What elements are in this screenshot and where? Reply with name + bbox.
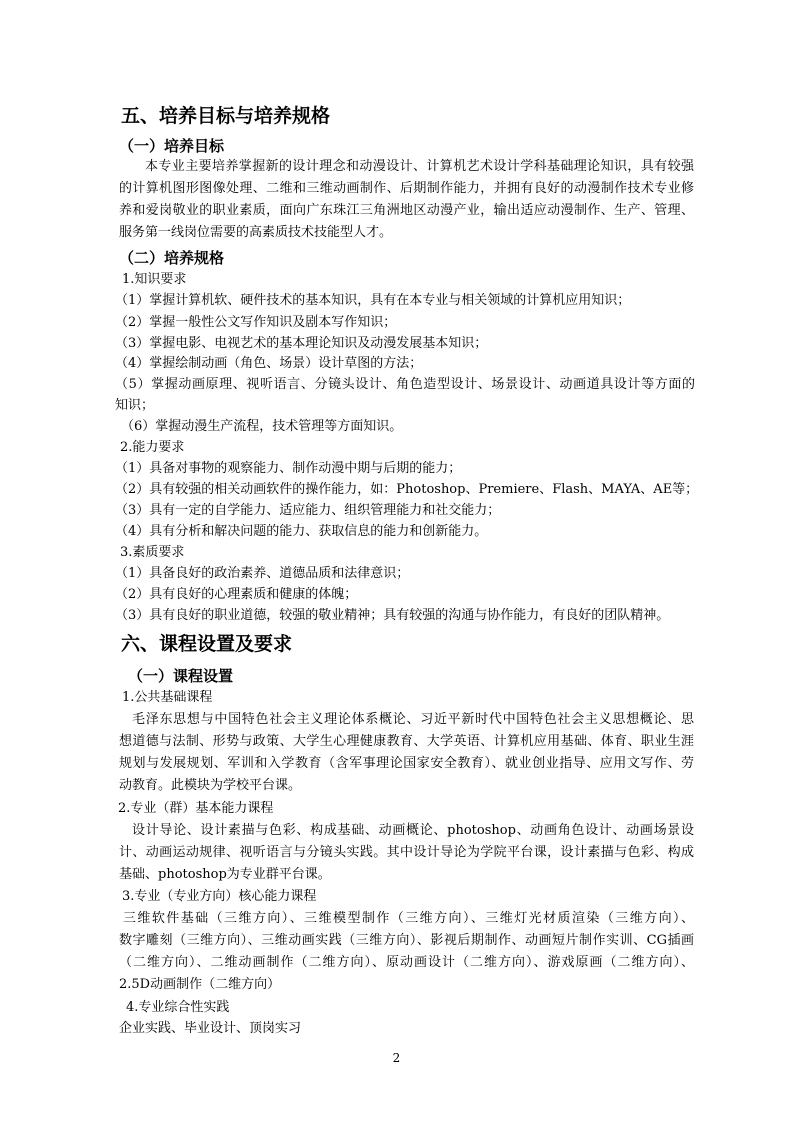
public-course-line: 动教育。此模块为学校平台课。: [119, 778, 302, 793]
public-course-heading: 1.公共基础课程: [122, 690, 213, 705]
practice-line: 企业实践、毕业设计、顶岗实习: [119, 1021, 302, 1036]
section-6-title: 六、课程设置及要求: [121, 633, 293, 655]
public-course-line: 毛泽东思想与中国特色社会主义理论体系概论、习近平新时代中国特色社会主义思想概论、思: [132, 712, 694, 727]
training-goal-line: 本专业主要培养掌握新的设计理念和动漫设计、计算机艺术设计学科基础理论知识，具有较强: [145, 159, 694, 174]
core-course-heading: 3.专业（专业方向）核心能力课程: [122, 889, 317, 904]
course-setting-heading: （一）课程设置: [128, 667, 234, 685]
quality-heading: 3.素质要求: [120, 545, 185, 560]
core-course-line: 三维软件基础（三维方向）、三维模型制作（三维方向）、三维灯光材质渲染（三维方向）、: [123, 911, 694, 926]
ability-item: （4）具有分析和解决问题的能力、获取信息的能力和创新能力。: [115, 524, 488, 539]
core-course-line: （二维方向）、二维动画制作（二维方向）、原动画设计（二维方向）、游戏原画（二维方向）、: [119, 955, 694, 970]
practice-heading: 4.专业综合性实践: [126, 1000, 230, 1015]
core-course-line: 数字雕刻（三维方向）、三维动画实践（三维方向）、影视后期制作、动画短片制作实训、CG插画: [119, 933, 694, 948]
basic-course-line: 设计导论、设计素描与色彩、构成基础、动画概论、photoshop、动画角色设计、动画场景设: [132, 823, 694, 838]
training-goal-line: 服务第一线岗位需要的高素质技术技能型人才。: [119, 225, 393, 240]
quality-item: （1）具备良好的政治素养、道德品质和法律意识；: [115, 566, 410, 581]
basic-course-heading: 2.专业（群）基本能力课程: [118, 801, 274, 816]
knowledge-item: （5）掌握动画原理、视听语言、分镜头设计、角色造型设计、场景设计、动画道具设计等方面的: [115, 377, 695, 392]
page-number: 2: [392, 1051, 401, 1065]
training-goal-heading: （一）培养目标: [119, 137, 225, 155]
ability-heading: 2.能力要求: [120, 440, 185, 455]
knowledge-heading: 1.知识要求: [122, 272, 187, 287]
knowledge-item: （3）掌握电影、电视艺术的基本理论知识及动漫发展基本知识；: [115, 336, 488, 351]
public-course-line: 规划与发展规划、军训和入学教育（含军事理论国家安全教育）、就业创业指导、应用文写作、劳: [119, 756, 694, 771]
knowledge-item: （6）掌握动漫生产流程，技术管理等方面知识。: [121, 419, 403, 434]
knowledge-item: （1）掌握计算机软、硬件技术的基本知识，具有在本专业与相关领域的计算机应用知识；: [115, 293, 631, 308]
training-goal-line: 养和爱岗敬业的职业素质，面向广东珠江三角洲地区动漫产业，输出适应动漫制作、生产、管理、: [119, 203, 694, 218]
knowledge-item: （2）掌握一般性公文写作知识及剧本写作知识；: [115, 315, 397, 330]
basic-course-line: 基础、photoshop为专业群平台课。: [119, 867, 331, 882]
basic-course-line: 计、动画运动规律、视听语言与分镜头实践。其中设计导论为学院平台课，设计素描与色彩、构成: [119, 845, 694, 860]
training-goal-line: 的计算机图形图像处理、二维和三维动画制作、后期制作能力，并拥有良好的动漫制作技术专业修: [119, 181, 694, 196]
quality-item: （3）具有良好的职业道德，较强的敬业精神；具有较强的沟通与协作能力，有良好的团队精神。: [115, 608, 670, 623]
public-course-line: 想道德与法制、形势与政策、大学生心理健康教育、大学英语、计算机应用基础、体育、职业生涯: [119, 734, 694, 749]
training-spec-heading: （二）培养规格: [119, 249, 225, 267]
knowledge-item: （4）掌握绘制动画（角色、场景）设计草图的方法；: [115, 356, 423, 371]
knowledge-item-continued: 知识；: [115, 398, 155, 413]
core-course-line: 2.5D动画制作（二维方向）: [119, 977, 281, 992]
ability-item: （3）具有一定的自学能力、适应能力、组织管理能力和社交能力；: [115, 503, 501, 518]
section-5-title: 五、培养目标与培养规格: [121, 105, 331, 127]
ability-item: （2）具有较强的相关动画软件的操作能力，如：Photoshop、Premiere、Flash、MAYA、AE等；: [115, 482, 699, 497]
ability-item: （1）具备对事物的观察能力、制作动漫中期与后期的能力；: [115, 461, 462, 476]
quality-item: （2）具有良好的心理素质和健康的体魄；: [115, 587, 358, 602]
